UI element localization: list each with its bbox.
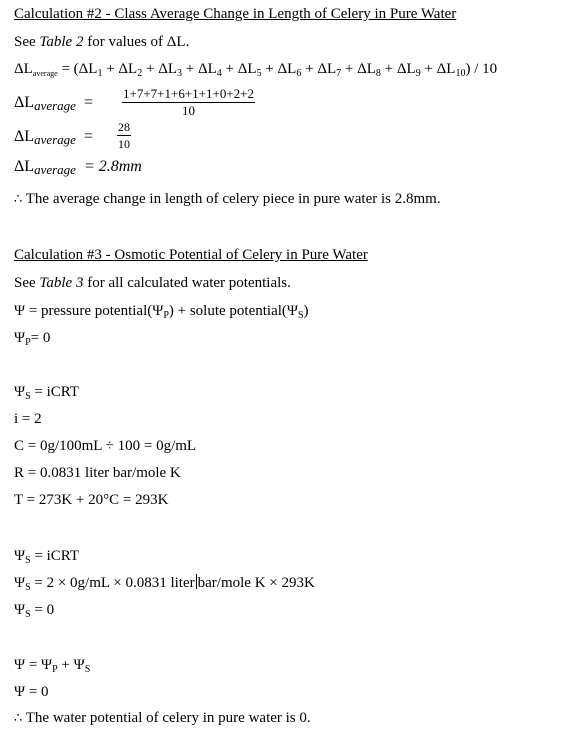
calc3-t-value: T = 273K + 20°C = 293K [14, 492, 169, 508]
calc3-psi-sum: $\Psi = \Psi_P + \Psi_S$ [14, 657, 91, 675]
calc2-fraction-sum: $\frac{1+7+7+1+6+1+1+0+2+2}{10}$ [123, 86, 254, 118]
therefore-symbol: ∴ [14, 711, 23, 726]
calc3-r-value: R = 0.0831 liter bar/mole K [14, 465, 181, 481]
calc3-heading: Calculation #3 - Osmotic Potential of Celery in Pure Water [14, 247, 368, 263]
calc2-conclusion: ∴ The average change in length of celery piece in pure water is 2.8mm. [14, 191, 441, 207]
calc3-psi-definition: Ψ = pressure $potential(\Psi_P)$ + solute $potential(\Psi_S)$ [14, 303, 309, 321]
calc3-see-table: See Table 3 for all calculated water potentials. [14, 275, 291, 291]
table-2-ref: Table 2 [39, 34, 84, 50]
calc2-delta-l-average-2: ΔLaverage = [14, 128, 93, 147]
calc3-psi-p-zero: $\Psi_P= 0$ [14, 330, 51, 348]
calc3-conclusion: ∴ The water potential of celery in pure water is 0. [14, 710, 311, 726]
calc3-psi-s-zero: $\Psi_S = 0$ [14, 602, 55, 620]
calc2-result: ΔLaverage = 2.8mm [14, 158, 142, 177]
calc3-psi-s-formula: $\Psi_S$ = iCRT [14, 384, 80, 402]
calc3-psi-s-formula-2: $\Psi_S$ = iCRT [14, 548, 80, 566]
therefore-symbol: ∴ [14, 192, 23, 207]
calc2-average-formula: $\Delta L_{average} = (\Delta L_1 + \Delta L_2 + \Delta L_3 + \Delta L_4 + \Delta L_5 + \Delta L_6 + \Delta L_7 + \Delta L_8 + \Delta L_9 + \Delta L_{10}) / 10$ [14, 61, 498, 79]
calc3-psi-zero: Ψ = 0 [14, 684, 49, 700]
calc3-c-value: C = 0g/100mL ÷ 100 = 0g/mL [14, 438, 197, 454]
text-cursor [196, 574, 197, 589]
calc2-heading: Calculation #2 - Class Average Change in Length of Celery in Pure Water [14, 6, 457, 22]
table-3-ref: Table 3 [39, 275, 84, 291]
calc3-i-value: i = 2 [14, 411, 42, 427]
calc2-fraction-28-10: $\frac{28}{10}$ [118, 120, 130, 151]
calc2-see-table: See Table 2 for values of ΔL. [14, 34, 190, 50]
calc2-delta-l-average-1: ΔLaverage = [14, 94, 93, 113]
calc3-psi-s-substitution: $\Psi_S = 2 \times 0g/mL \times 0.0831$ liter bar/mole K × 293K [14, 575, 315, 593]
